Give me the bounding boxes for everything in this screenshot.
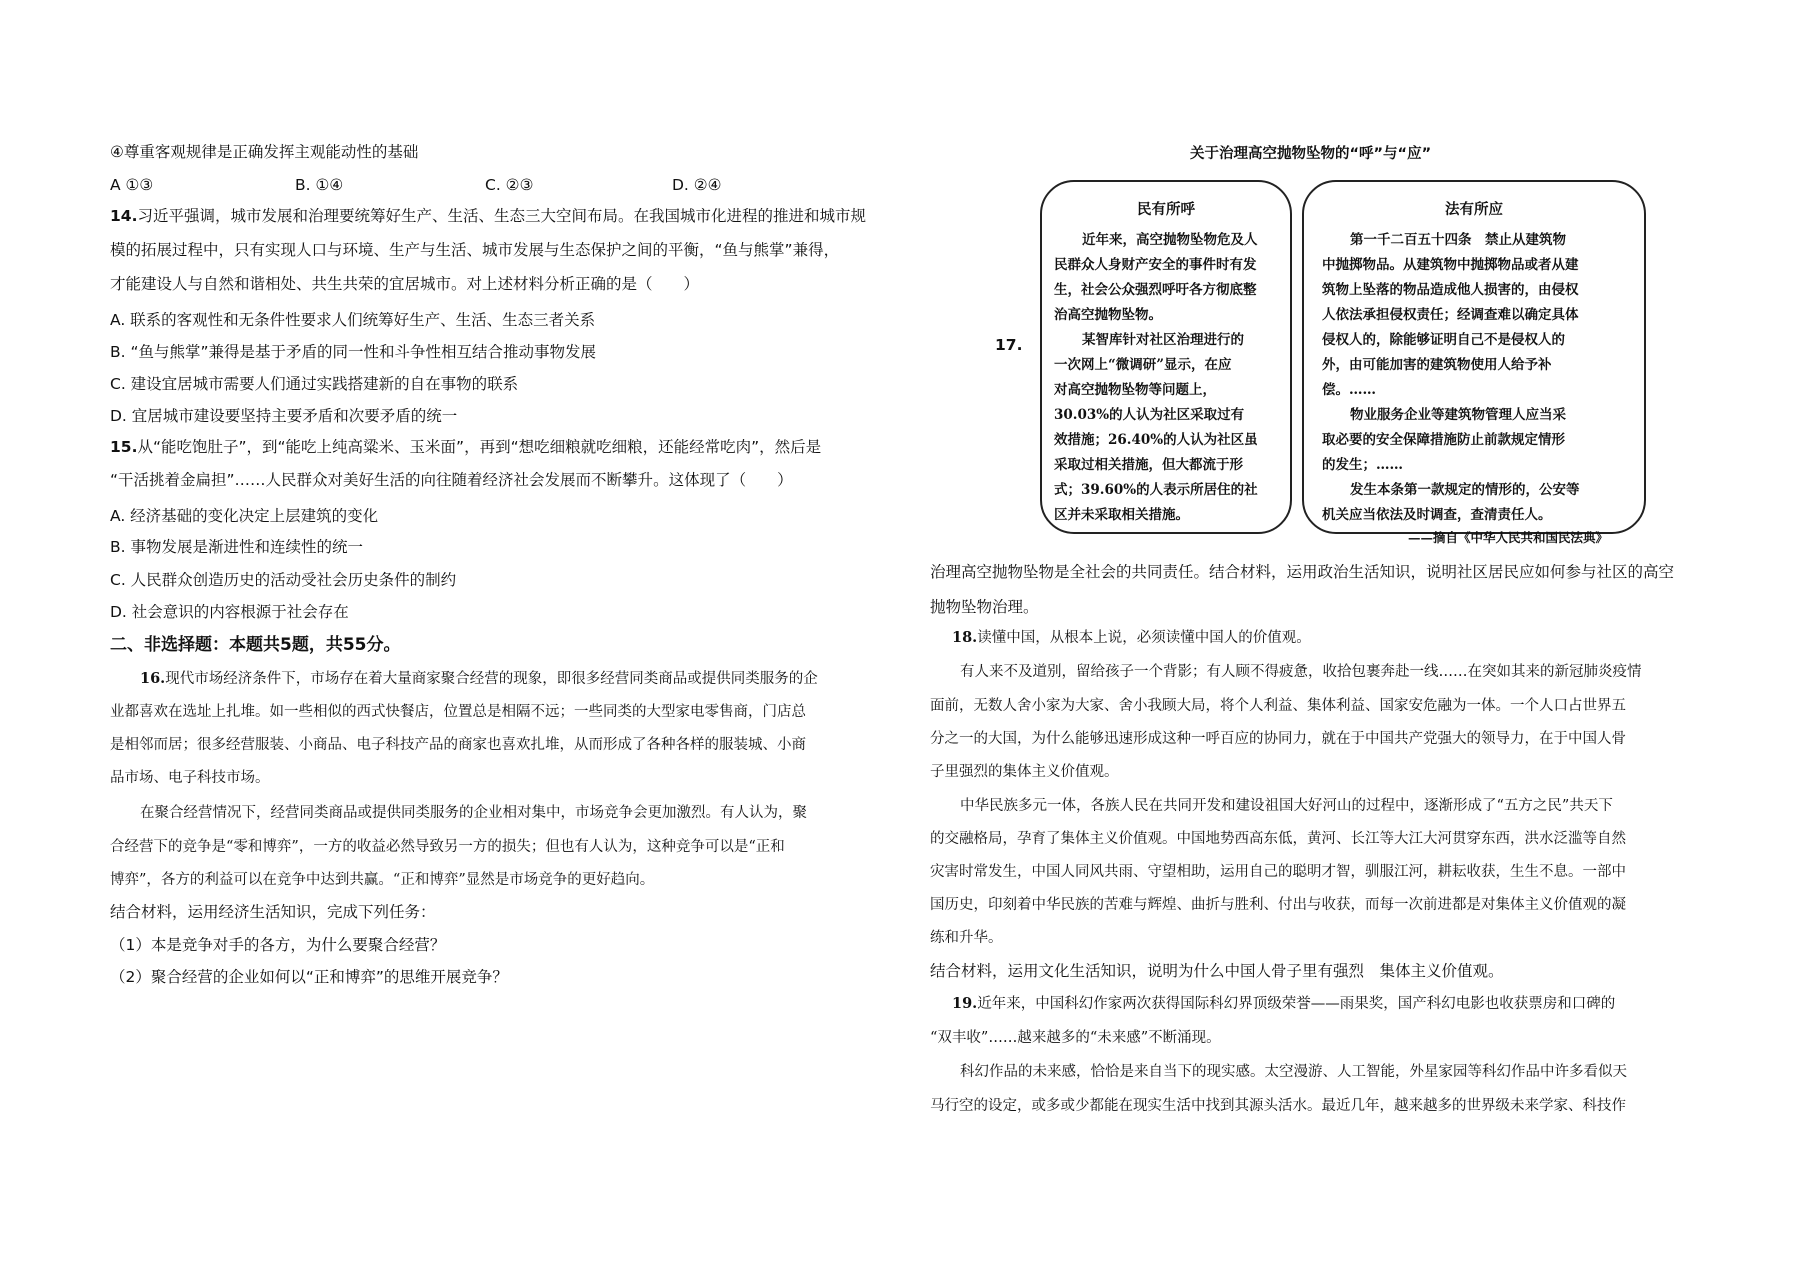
q18-p1-line-1: 有人来不及道别，留给孩子一个背影；有人顾不得疲惫，收拾包裹奔赴一线……在突如其来的新冠肺炎疫情: [960, 664, 1642, 680]
q16-p1-line-2: 业都喜欢在选址上扎堆。如一些相似的西式快餐店，位置总是相隔不远；一些同类的大型家电零售商，门店总: [110, 704, 806, 720]
q18-p2-line-3: 灾害时常发生，中国人同风共雨、守望相助，运用自己的聪明才智，驯服江河，耕耘收获，生生不息。一部中: [930, 864, 1626, 880]
q17-text-line-2: 抛物坠物治理。: [930, 598, 1039, 616]
q18-p2-line-1: 中华民族多元一体，各族人民在共同开发和建设祖国大好河山的过程中，逐渐形成了“五方之民”共天下: [960, 798, 1613, 814]
q13-option-a: A ①③: [110, 176, 154, 194]
q15-line-2: “干活挑着金扁担”……人民群众对美好生活的向往随着经济社会发展而不断攀升。这体现了（ ）: [110, 471, 793, 489]
box-left-line: 近年来，高空抛物坠物危及人: [1082, 232, 1258, 248]
box-left-line: 民群众人身财产安全的事件时有发: [1054, 257, 1257, 273]
q18-p1-line-3: 分之一的大国，为什么能够迅速形成这种一呼百应的协同力，就在于中国共产党强大的领导力，在于中国人骨: [930, 731, 1626, 747]
q19-p1-line-1: 19.近年来，中国科幻作家两次获得国际科幻界顶级荣誉——雨果奖，国产科幻电影也收获票房和口碑的: [952, 995, 1616, 1012]
box-left-line: 30.03%的人认为社区采取过有: [1054, 407, 1245, 423]
section-2-heading: 二、非选择题：本题共5题，共55分。: [110, 635, 401, 655]
box-left-line: 式；39.60%的人表示所居住的社: [1054, 482, 1258, 498]
q16-p1-line-1: 16.现代市场经济条件下，市场存在着大量商家聚合经营的现象，即很多经营同类商品或提供同类服务的企: [140, 670, 818, 687]
figure-box-people-call: [1040, 180, 1292, 534]
box-right-line: 第一千二百五十四条 禁止从建筑物: [1350, 232, 1566, 248]
q15-line-1: 15.从“能吃饱肚子”，到“能吃上纯高粱米、玉米面”，再到“想吃细粮就吃细粮，还能经常吃肉”，然后是: [110, 438, 822, 456]
q14-line-1: 14.习近平强调，城市发展和治理要统筹好生产、生活、生态三大空间布局。在我国城市化进程的推进和城市规: [110, 207, 866, 225]
q16-number: 16.: [140, 670, 166, 687]
box-left-line: 区并未采取相关措施。: [1054, 507, 1189, 523]
q14-line-3: 才能建设人与自然和谐相处、共生共荣的宜居城市。对上述材料分析正确的是（ ）: [110, 275, 700, 293]
q18-task: 结合材料，运用文化生活知识，说明为什么中国人骨子里有强烈 集体主义价值观。: [930, 962, 1504, 980]
box-title-people-call: 民有所呼: [1137, 201, 1195, 218]
box-left-line: 一次网上“微调研”显示，在应: [1054, 357, 1232, 373]
box-left-line: 治高空抛物坠物。: [1054, 307, 1162, 323]
q16-task-2: （2）聚合经营的企业如何以“正和博弈”的思维开展竞争？: [110, 968, 508, 986]
q14-option-a: A. 联系的客观性和无条件性要求人们统筹好生产、生活、生态三者关系: [110, 311, 596, 329]
q18-p2-line-4: 国历史，印刻着中华民族的苦难与辉煌、曲折与胜利、付出与收获，而每一次前进都是对集体主义价值观的凝: [930, 897, 1626, 913]
q14-option-d: D. 宜居城市建设要坚持主要矛盾和次要矛盾的统一: [110, 407, 458, 425]
q19-number: 19.: [952, 995, 978, 1012]
box-right-line: 侵权人的，除能够证明自己不是侵权人的: [1322, 332, 1565, 348]
q13-option-b: B. ①④: [295, 176, 344, 194]
box-right-line: 物业服务企业等建筑物管理人应当采: [1350, 407, 1566, 423]
box-left-line: 对高空抛物坠物等问题上，: [1054, 382, 1216, 398]
q15-option-b: B. 事物发展是渐进性和连续性的统一: [110, 538, 363, 556]
box-left-line: 效措施；26.40%的人认为社区虽: [1054, 432, 1258, 448]
q17-number: 17.: [995, 336, 1023, 354]
q19-p2-line-1: 科幻作品的未来感，恰恰是来自当下的现实感。太空漫游、人工智能，外星家园等科幻作品中许多看似天: [960, 1064, 1627, 1080]
q15-option-d: D. 社会意识的内容根源于社会存在: [110, 603, 349, 621]
figure-box-law-response: [1302, 180, 1646, 545]
box-right-line: 筑物上坠落的物品造成他人损害的，由侵权: [1322, 282, 1579, 298]
box-right-line: 机关应当依法及时调查，查清责任人。: [1322, 507, 1552, 523]
q16-task: 结合材料，运用经济生活知识，完成下列任务：: [110, 903, 436, 921]
q15-number: 15.: [110, 438, 138, 456]
q16-task-1: （1）本是竞争对手的各方，为什么要聚合经营？: [110, 936, 446, 954]
box-left-line: 生，社会公众强烈呼吁各方彻底整: [1054, 282, 1257, 298]
q14-option-b: B. “鱼与熊掌”兼得是基于矛盾的同一性和斗争性相互结合推动事物发展: [110, 343, 597, 361]
q13-option-c: C. ②③: [485, 176, 534, 194]
q18-number: 18.: [952, 629, 978, 646]
box-right-line: 人依法承担侵权责任；经调查难以确定具体: [1322, 307, 1579, 323]
q13-option-d: D. ②④: [672, 176, 722, 194]
q16-p2-line-1: 在聚合经营情况下，经营同类商品或提供同类服务的企业相对集中，市场竞争会更加激烈。有人认为，聚: [140, 805, 807, 821]
q14-line-2: 模的拓展过程中，只有实现人口与环境、生产与生活、城市发展与生态保护之间的平衡，“鱼与熊掌”兼得，: [110, 241, 840, 259]
figure-title: 关于治理高空抛物坠物的“呼”与“应”: [1190, 146, 1432, 162]
q17-text-line-1: 治理高空抛物坠物是全社会的共同责任。结合材料，运用政治生活知识，说明社区居民应如何参与社区的高空: [930, 563, 1675, 581]
box-title-law-response: 法有所应: [1445, 201, 1503, 218]
q16-p1-line-4: 品市场、电子科技市场。: [110, 770, 270, 786]
box-right-line: 的发生；……: [1322, 457, 1403, 473]
q15-option-c: C. 人民群众创造历史的活动受社会历史条件的制约: [110, 571, 457, 589]
q18-p1-line-2: 面前，无数人舍小家为大家、舍小我顾大局，将个人利益、集体利益、国家安危融为一体。一个人口占世界五: [930, 698, 1626, 714]
q15-option-a: A. 经济基础的变化决定上层建筑的变化: [110, 507, 379, 525]
q13-statement-4: ④尊重客观规律是正确发挥主观能动性的基础: [110, 143, 419, 161]
box-right-line: 外，由可能加害的建筑物使用人给予补: [1322, 357, 1552, 373]
box-right-line: 偿。……: [1322, 382, 1376, 398]
box-left-line: 某智库针对社区治理进行的: [1082, 332, 1244, 348]
q14-number: 14.: [110, 207, 138, 225]
q18-p1-line-4: 子里强烈的集体主义价值观。: [930, 764, 1119, 780]
q16-p2-line-2: 合经营下的竞争是“零和博弈”，一方的收益必然导致另一方的损失；但也有人认为，这种竞争可以是“正和: [110, 839, 785, 855]
q18-head: 18.读懂中国，从根本上说，必须读懂中国人的价值观。: [952, 629, 1311, 646]
q16-p1-line-3: 是相邻而居；很多经营服装、小商品、电子科技产品的商家也喜欢扎堆，从而形成了各种各样的服装城、小商: [110, 737, 806, 753]
box-right-source: ——摘自《中华人民共和国民法典》: [1408, 530, 1609, 545]
box-right-line: 取必要的安全保障措施防止前款规定情形: [1322, 432, 1565, 448]
q14-option-c: C. 建设宜居城市需要人们通过实践搭建新的自在事物的联系: [110, 375, 519, 393]
box-right-line: 中抛掷物品。从建筑物中抛掷物品或者从建: [1322, 257, 1579, 273]
q18-p2-line-5: 练和升华。: [930, 930, 1003, 946]
q19-p2-line-2: 马行空的设定，或多或少都能在现实生活中找到其源头活水。最近几年，越来越多的世界级未来学家、科技作: [930, 1098, 1626, 1114]
box-left-line: 采取过相关措施，但大都流于形: [1054, 457, 1243, 473]
q16-p2-line-3: 博弈”，各方的利益可以在竞争中达到共赢。“正和博弈”显然是市场竞争的更好趋向。: [110, 872, 655, 888]
q18-p2-line-2: 的交融格局，孕育了集体主义价值观。中国地势西高东低，黄河、长江等大江大河贯穿东西，洪水泛滥等自然: [930, 831, 1626, 847]
q19-p1-line-2: “双丰收”……越来越多的“未来感”不断涌现。: [930, 1030, 1221, 1046]
box-right-line: 发生本条第一款规定的情形的，公安等: [1350, 482, 1580, 498]
